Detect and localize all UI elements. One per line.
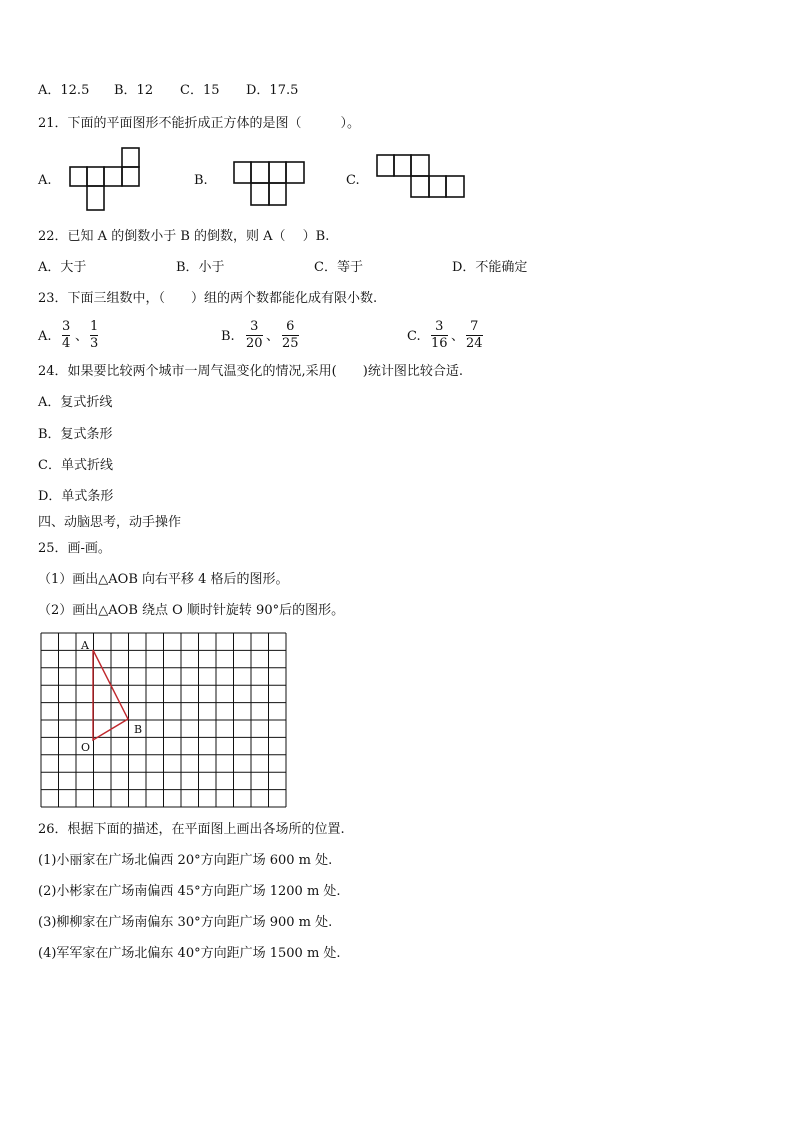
q23-c-separator: 、 <box>451 329 465 344</box>
section-title: 四、动脑思考，动手操作 <box>38 515 182 530</box>
q26-item-4: (4)军军家在广场北偏东 40°方向距广场 1500 m 处. <box>38 946 341 961</box>
q23-c-fraction-1: 3 16 <box>431 319 448 351</box>
q23-label-b: B. <box>221 329 235 344</box>
q24-option-c: C．单式折线 <box>38 458 113 473</box>
q22-option-a: A．大于 <box>38 260 87 275</box>
q26-stem: 26．根据下面的描述，在平面图上画出各场所的位置. <box>38 822 345 837</box>
q24-option-a: A．复式折线 <box>38 395 113 410</box>
q22-option-d: D．不能确定 <box>452 260 528 275</box>
q24-stem: 24．如果要比较两个城市一周气温变化的情况,采用( )统计图比较合适. <box>38 364 463 379</box>
q20-option-c: C．15 <box>180 83 220 98</box>
point-a-label: A <box>81 639 89 652</box>
q24-option-d: D．单式条形 <box>38 489 114 504</box>
q20-option-b: B．12 <box>114 83 154 98</box>
q23-label-a: A. <box>38 329 52 344</box>
q26-item-3: (3)柳柳家在广场南偏东 30°方向距广场 900 m 处. <box>38 915 333 930</box>
q21-label-c: C. <box>346 173 360 188</box>
q26-item-1: (1)小丽家在广场北偏西 20°方向距广场 600 m 处. <box>38 853 333 868</box>
q23-a-fraction-1: 3 4 <box>62 319 71 351</box>
q26-item-2: (2)小彬家在广场南偏西 45°方向距广场 1200 m 处. <box>38 884 341 899</box>
q20-option-d: D．17.5 <box>246 83 299 98</box>
q23-a-separator: 、 <box>75 329 89 344</box>
q20-option-a: A．12.5 <box>38 83 90 98</box>
q21-label-b: B. <box>194 173 208 188</box>
point-b-label: B <box>134 723 143 736</box>
q23-stem: 23．下面三组数中，（ ）组的两个数都能化成有限小数. <box>38 291 378 306</box>
q25-sub1: （1）画出△AOB 向右平移 4 格后的图形。 <box>38 572 289 587</box>
q23-b-fraction-1: 3 20 <box>246 319 263 351</box>
q21-label-a: A. <box>38 173 52 188</box>
q22-stem: 22．已知 A 的倒数小于 B 的倒数，则 A（ ）B. <box>38 229 330 244</box>
q23-b-fraction-2: 6 25 <box>282 319 299 351</box>
q22-option-c: C．等于 <box>314 260 363 275</box>
q21-stem: 21．下面的平面图形不能折成正方体的是图（ ）。 <box>38 116 361 131</box>
q23-b-separator: 、 <box>266 329 280 344</box>
q22-option-b: B．小于 <box>176 260 225 275</box>
q24-option-b: B．复式条形 <box>38 427 113 442</box>
point-o-label: O <box>81 741 91 754</box>
q25-sub2: （2）画出△AOB 绕点 O 顺时针旋转 90°后的图形。 <box>38 603 345 618</box>
q25-grid <box>41 633 286 807</box>
q23-c-fraction-2: 7 24 <box>466 319 483 351</box>
q25-stem: 25．画-画。 <box>38 541 111 556</box>
q23-a-fraction-2: 1 3 <box>90 319 99 351</box>
q23-label-c: C. <box>407 329 421 344</box>
